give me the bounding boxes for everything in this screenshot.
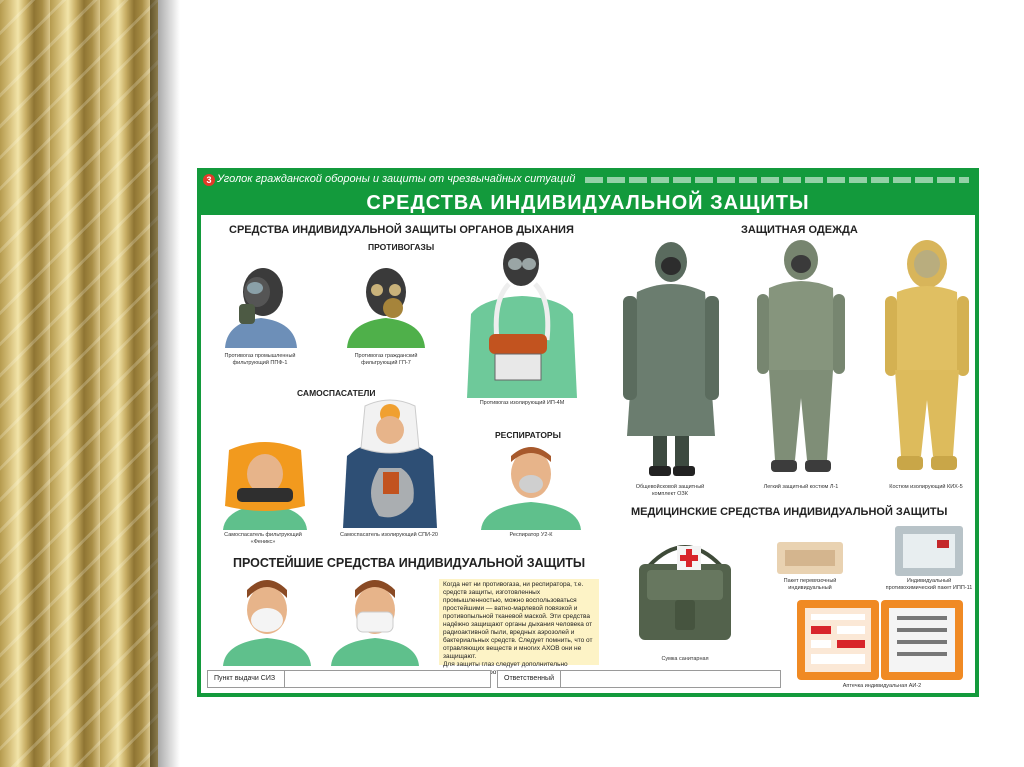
responsible-label: Ответственный xyxy=(504,675,554,682)
respirator-u2k-illustration xyxy=(479,444,583,530)
responsible-field xyxy=(497,670,781,688)
suit1-caption: Общевойсковой защитный комплект ОЗК xyxy=(635,484,705,497)
issue-point-label: Пункт выдачи СИЗ xyxy=(214,675,276,682)
field-divider xyxy=(560,671,561,687)
selfrescuer-phoenix-illustration xyxy=(219,440,311,530)
clothing-heading: ЗАЩИТНАЯ ОДЕЖДА xyxy=(741,224,858,236)
field-divider xyxy=(284,671,285,687)
gasmask3-caption: Противогаз изолирующий ИП-4М xyxy=(479,400,565,406)
gasmask2-caption: Противогаз гражданский фильтрующий ГП-7 xyxy=(354,353,418,366)
poster-title: СРЕДСТВА ИНДИВИДУАЛЬНОЙ ЗАЩИТЫ xyxy=(366,192,810,214)
selfrescuers-heading: САМОСПАСАТЕЛИ xyxy=(297,388,376,398)
selfrescuer1-caption: Самоспасатель фильтрующий «Феникс» xyxy=(224,532,302,545)
package-caption: Пакет перевязочный индивидуальный xyxy=(783,578,837,591)
poster-top-bar xyxy=(201,172,975,189)
gasmask-gp7-illustration xyxy=(345,266,427,348)
suit2-caption: Легкий защитный костюм Л-1 xyxy=(763,484,839,490)
note-paragraph-2: Для защиты глаз следует дополнительно xyxy=(443,661,568,668)
note-paragraph-1: Когда нет ни противогаза, ни респиратора, т.е. средств защиты, изготовленных промышленностью, можно воспользоваться простейшими — ватно-марлевой повязкой и противопыльной тканевой маской. Эти средства надёжно защищают органы дыхания человека от радиоактивной пыли, вредных аэрозолей и бактериальных средств. Следует помнить, что от отравляющих веществ и многих АХОВ они не защищают. xyxy=(443,581,593,660)
decorative-gold-stripes xyxy=(0,0,158,767)
first-aid-kit-illustration xyxy=(795,598,965,682)
kih5-suit-illustration xyxy=(885,238,969,478)
sanitary-bag-illustration xyxy=(629,534,741,652)
bandage-package-illustration xyxy=(775,538,845,578)
gasmask-ip4m-illustration xyxy=(463,240,581,398)
ozk-suit-illustration xyxy=(623,240,719,482)
suit3-caption: Костюм изолирующий КИХ-5 xyxy=(889,484,963,490)
gasmasks-heading: ПРОТИВОГАЗЫ xyxy=(368,242,435,252)
medical-heading: МЕДИЦИНСКИЕ СРЕДСТВА ИНДИВИДУАЛЬНОЙ ЗАЩИТЫ xyxy=(631,506,948,518)
issue-point-field xyxy=(207,670,491,688)
kit-caption: Аптечка индивидуальная АИ-2 xyxy=(842,683,922,689)
selfrescuer2-caption: Самоспасатель изолирующий СПИ-20 xyxy=(340,532,438,538)
respirators-heading: РЕСПИРАТОРЫ xyxy=(495,430,561,440)
antichemical-package-illustration xyxy=(893,524,965,578)
selfrescuer-spi20-illustration xyxy=(339,398,441,528)
gasmask-ppf1-illustration xyxy=(221,262,301,348)
civil-defense-poster xyxy=(197,168,979,697)
cloth-mask-illustration xyxy=(329,576,421,666)
stripe-shadow xyxy=(150,0,180,767)
fine-print-strip xyxy=(585,177,969,183)
respiratory-heading: СРЕДСТВА ИНДИВИДУАЛЬНОЙ ЗАЩИТЫ ОРГАНОВ ДЫХАНИЯ xyxy=(229,224,574,236)
respirator-caption: Респиратор У2-К xyxy=(509,532,553,538)
antichem-caption: Индивидуальный противохимический пакет ИПП-11 xyxy=(885,578,973,591)
corner-title: Уголок гражданской обороны и защиты от чрезвычайных ситуаций xyxy=(217,173,576,185)
simple-means-note xyxy=(439,579,599,668)
poster-title-bar xyxy=(201,189,975,215)
l1-suit-illustration xyxy=(755,238,847,482)
simple-means-heading: ПРОСТЕЙШИЕ СРЕДСТВА ИНДИВИДУАЛЬНОЙ ЗАЩИТЫ xyxy=(233,556,586,570)
gasmask1-caption: Противогаз промышленный фильтрующий ППФ-1 xyxy=(224,353,296,366)
poster-number-badge: 3 xyxy=(203,174,215,186)
gauze-bandage-illustration xyxy=(221,576,313,666)
bag-caption: Сумка санитарная xyxy=(661,656,709,662)
